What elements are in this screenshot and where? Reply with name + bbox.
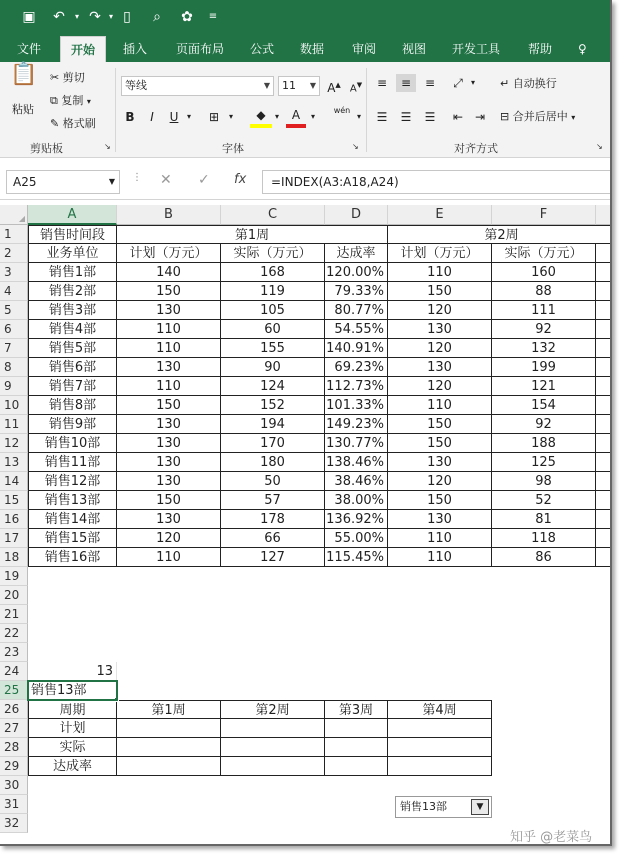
cell-c12[interactable]: 170 <box>221 434 325 453</box>
row-header-9[interactable]: 9 <box>0 377 28 396</box>
cell-e8[interactable]: 130 <box>388 358 492 377</box>
cancel-icon[interactable]: ✕ <box>160 172 172 188</box>
cell-f10[interactable]: 154 <box>492 396 596 415</box>
cell-c28[interactable] <box>221 738 325 757</box>
row-header-15[interactable]: 15 <box>0 491 28 510</box>
cell-f14[interactable]: 98 <box>492 472 596 491</box>
cell-c5[interactable]: 105 <box>221 301 325 320</box>
tab-developer[interactable]: 开发工具 <box>452 42 501 56</box>
row-header-27[interactable]: 27 <box>0 719 28 738</box>
row-header-2[interactable]: 2 <box>0 244 28 263</box>
cell-e15[interactable]: 150 <box>388 491 492 510</box>
cell-c17[interactable]: 66 <box>221 529 325 548</box>
column-header-f[interactable]: F <box>492 205 596 225</box>
cell-d6[interactable]: 54.55% <box>325 320 388 339</box>
cell-b12[interactable]: 130 <box>117 434 221 453</box>
cell-c16[interactable]: 178 <box>221 510 325 529</box>
dialog-launcher-icon[interactable]: ↘ <box>596 142 603 151</box>
cell-b14[interactable]: 130 <box>117 472 221 491</box>
decrease-font-icon[interactable]: A▼ <box>349 81 363 95</box>
cell-a2[interactable]: 业务单位 <box>28 244 117 263</box>
align-group-label: 对齐方式 <box>454 142 498 155</box>
cell-c29[interactable] <box>221 757 325 776</box>
cell-f11[interactable]: 92 <box>492 415 596 434</box>
cell-f12[interactable]: 188 <box>492 434 596 453</box>
cell-b7[interactable]: 110 <box>117 339 221 358</box>
row-header-10[interactable]: 10 <box>0 396 28 415</box>
row-header-4[interactable]: 4 <box>0 282 28 301</box>
tab-data[interactable]: 数据 <box>300 42 325 56</box>
row-header-28[interactable]: 28 <box>0 738 28 757</box>
fill-color-icon[interactable]: ◆ <box>250 106 272 128</box>
underline-button[interactable]: U <box>169 110 179 124</box>
cell-g6[interactable] <box>596 320 612 339</box>
cell-e11[interactable]: 150 <box>388 415 492 434</box>
brush-icon: ✎ <box>50 117 60 130</box>
row-header-3[interactable]: 3 <box>0 263 28 282</box>
cell-d9[interactable]: 112.73% <box>325 377 388 396</box>
enter-icon[interactable]: ✓ <box>198 172 210 188</box>
cell-e16[interactable]: 130 <box>388 510 492 529</box>
cell-e17[interactable]: 110 <box>388 529 492 548</box>
merge-icon: ⊟ <box>500 110 510 123</box>
cell-b2[interactable]: 计划（万元） <box>117 244 221 263</box>
cell-c4[interactable]: 119 <box>221 282 325 301</box>
cell-c6[interactable]: 60 <box>221 320 325 339</box>
row-header-12[interactable]: 12 <box>0 434 28 453</box>
cell-b13[interactable]: 130 <box>117 453 221 472</box>
cell-b16[interactable]: 130 <box>117 510 221 529</box>
chevron-down-icon[interactable]: ▾ <box>356 112 361 121</box>
cell-a14[interactable]: 销售12部 <box>28 472 117 491</box>
cell-a18[interactable]: 销售16部 <box>28 548 117 567</box>
increase-font-icon[interactable]: A▲ <box>327 81 341 95</box>
cell-g7[interactable] <box>596 339 612 358</box>
select-all-corner[interactable]: ◢ <box>0 205 28 225</box>
cell-d4[interactable]: 79.33% <box>325 282 388 301</box>
chevron-down-icon: ▼ <box>108 177 115 186</box>
cell-e5[interactable]: 120 <box>388 301 492 320</box>
tab-help[interactable]: 帮助 <box>528 42 553 56</box>
cell-e14[interactable]: 120 <box>388 472 492 491</box>
cell-d2[interactable]: 达成率 <box>325 244 388 263</box>
cell-e27[interactable] <box>388 719 492 738</box>
cell-e12[interactable]: 150 <box>388 434 492 453</box>
cell-e26[interactable]: 第4周 <box>388 700 492 719</box>
cell-b3[interactable]: 140 <box>117 263 221 282</box>
increase-indent-icon[interactable]: ⇥ <box>474 110 486 124</box>
row-header-32[interactable]: 32 <box>0 814 28 833</box>
cell-b26[interactable]: 第1周 <box>117 700 221 719</box>
cell-a13[interactable]: 销售11部 <box>28 453 117 472</box>
cell-c8[interactable]: 90 <box>221 358 325 377</box>
italic-button[interactable]: I <box>150 110 154 124</box>
cell-f3[interactable]: 160 <box>492 263 596 282</box>
row-header-5[interactable]: 5 <box>0 301 28 320</box>
cell-d28[interactable] <box>325 738 388 757</box>
cell-d26[interactable]: 第3周 <box>325 700 388 719</box>
cell-f6[interactable]: 92 <box>492 320 596 339</box>
wrap-text-button[interactable]: ↵ 自动换行 <box>500 77 557 90</box>
cell-b18[interactable]: 110 <box>117 548 221 567</box>
row-header-25[interactable]: 25 <box>0 681 28 700</box>
phonetic-guide-button[interactable]: wén <box>333 106 351 115</box>
cell-g14[interactable] <box>596 472 612 491</box>
column-header-g[interactable] <box>596 205 612 225</box>
cell-a1[interactable]: 销售时间段 <box>28 225 117 244</box>
cut-button[interactable]: ✂ 剪切 <box>50 71 85 84</box>
tab-formulas[interactable]: 公式 <box>250 42 275 56</box>
row-header-18[interactable]: 18 <box>0 548 28 567</box>
cell-a12[interactable]: 销售10部 <box>28 434 117 453</box>
align-top-icon[interactable]: ≡ <box>376 76 388 90</box>
cell-b15[interactable]: 150 <box>117 491 221 510</box>
row-header-16[interactable]: 16 <box>0 510 28 529</box>
cell-d29[interactable] <box>325 757 388 776</box>
column-header-b[interactable]: B <box>117 205 221 225</box>
department-dropdown[interactable]: 销售13部 ▼ <box>395 796 492 818</box>
cell-e29[interactable] <box>388 757 492 776</box>
cell-c10[interactable]: 152 <box>221 396 325 415</box>
chevron-down-icon[interactable]: ▾ <box>470 78 475 87</box>
cell-d8[interactable]: 69.23% <box>325 358 388 377</box>
paste-button[interactable]: 粘贴 <box>12 103 34 116</box>
font-color-button[interactable]: A <box>286 106 306 128</box>
cell-g11[interactable] <box>596 415 612 434</box>
tab-review[interactable]: 审阅 <box>352 42 377 56</box>
cell-a17[interactable]: 销售15部 <box>28 529 117 548</box>
row-header-19[interactable]: 19 <box>0 567 28 586</box>
cell-d11[interactable]: 149.23% <box>325 415 388 434</box>
customize-icon[interactable]: ✿ <box>181 9 193 25</box>
tab-page-layout[interactable]: 页面布局 <box>176 42 225 56</box>
cell-f16[interactable]: 81 <box>492 510 596 529</box>
chevron-down-icon[interactable]: ▾ <box>186 112 191 121</box>
print-preview-icon[interactable]: ⌕ <box>153 9 161 25</box>
row-header-31[interactable]: 31 <box>0 795 28 814</box>
row-header-29[interactable]: 29 <box>0 757 28 776</box>
align-center-icon[interactable]: ☰ <box>400 110 412 124</box>
wrap-text-icon: ↵ <box>500 77 510 90</box>
row-header-14[interactable]: 14 <box>0 472 28 491</box>
row-header-23[interactable]: 23 <box>0 643 28 662</box>
cell-a15[interactable]: 销售13部 <box>28 491 117 510</box>
redo-icon[interactable]: ↷ <box>89 9 101 25</box>
name-box[interactable]: A25 ▼ <box>6 170 120 194</box>
cell-g10[interactable] <box>596 396 612 415</box>
cell-b17[interactable]: 120 <box>117 529 221 548</box>
cell-c26[interactable]: 第2周 <box>221 700 325 719</box>
row-header-24[interactable]: 24 <box>0 662 28 681</box>
cell-e2[interactable]: 计划（万元） <box>388 244 492 263</box>
new-file-icon[interactable]: ▯ <box>123 9 131 25</box>
cell-b28[interactable] <box>117 738 221 757</box>
align-bottom-icon[interactable]: ≡ <box>424 76 436 90</box>
undo-dropdown-icon[interactable]: ▾ <box>74 12 79 21</box>
cell-f8[interactable]: 199 <box>492 358 596 377</box>
font-size-combo[interactable]: 11 ▼ <box>278 76 320 96</box>
ribbon <box>0 62 612 158</box>
insert-function-button[interactable]: fx <box>234 172 247 187</box>
cell-d3[interactable]: 120.00% <box>325 263 388 282</box>
cell-g17[interactable] <box>596 529 612 548</box>
cell-e1-merged[interactable]: 第2周 <box>388 225 612 244</box>
align-left-icon[interactable]: ☰ <box>376 110 388 124</box>
decrease-indent-icon[interactable]: ⇤ <box>452 110 464 124</box>
borders-icon[interactable]: ⊞ <box>208 110 220 124</box>
save-icon[interactable]: ▣ <box>22 9 36 25</box>
chevron-down-icon: ▼ <box>309 81 316 90</box>
ribbon-tabs <box>0 36 612 62</box>
row-header-26[interactable]: 26 <box>0 700 28 719</box>
row-header-22[interactable]: 22 <box>0 624 28 643</box>
more-icon: ⋮ <box>132 172 142 183</box>
row-header-21[interactable]: 21 <box>0 605 28 624</box>
cell-f18[interactable]: 86 <box>492 548 596 567</box>
cell-e3[interactable]: 110 <box>388 263 492 282</box>
dialog-launcher-icon[interactable]: ↘ <box>352 142 359 151</box>
cell-d14[interactable]: 38.46% <box>325 472 388 491</box>
scissors-icon: ✂ <box>50 71 60 84</box>
cell-g13[interactable] <box>596 453 612 472</box>
cell-d16[interactable]: 136.92% <box>325 510 388 529</box>
formula-input[interactable]: =INDEX(A3:A18,A24) <box>262 170 612 194</box>
chevron-down-icon[interactable]: ▼ <box>471 799 489 815</box>
copy-icon: ⧉ <box>50 94 58 107</box>
cell-f13[interactable]: 125 <box>492 453 596 472</box>
tab-file[interactable]: 文件 <box>17 42 42 56</box>
column-header-d[interactable]: D <box>325 205 388 225</box>
cell-c27[interactable] <box>221 719 325 738</box>
paste-icon[interactable]: 📋 <box>10 62 38 87</box>
fill-handle[interactable] <box>114 697 119 702</box>
tab-home[interactable]: 开始 <box>60 36 106 62</box>
group-separator <box>115 68 116 152</box>
tab-view[interactable]: 视图 <box>402 42 427 56</box>
cell-a29[interactable]: 达成率 <box>28 757 117 776</box>
row-header-7[interactable]: 7 <box>0 339 28 358</box>
cell-a4[interactable]: 销售2部 <box>28 282 117 301</box>
undo-icon[interactable]: ↶ <box>53 9 65 25</box>
cell-d10[interactable]: 101.33% <box>325 396 388 415</box>
cell-a11[interactable]: 销售9部 <box>28 415 117 434</box>
cell-a9[interactable]: 销售7部 <box>28 377 117 396</box>
cell-a6[interactable]: 销售4部 <box>28 320 117 339</box>
cell-c13[interactable]: 180 <box>221 453 325 472</box>
cell-c7[interactable]: 155 <box>221 339 325 358</box>
cell-g16[interactable] <box>596 510 612 529</box>
column-header-a[interactable]: A <box>28 205 117 225</box>
row-header-8[interactable]: 8 <box>0 358 28 377</box>
cell-a26[interactable]: 周期 <box>28 700 117 719</box>
cell-g2[interactable] <box>596 244 612 263</box>
cell-b1-merged[interactable]: 第1周 <box>117 225 388 244</box>
cell-c9[interactable]: 124 <box>221 377 325 396</box>
cell-b4[interactable]: 150 <box>117 282 221 301</box>
cell-b9[interactable]: 110 <box>117 377 221 396</box>
cell-b27[interactable] <box>117 719 221 738</box>
cell-b10[interactable]: 150 <box>117 396 221 415</box>
cell-f5[interactable]: 111 <box>492 301 596 320</box>
cell-b6[interactable]: 110 <box>117 320 221 339</box>
lightbulb-icon[interactable]: ♀ <box>578 42 587 56</box>
cell-e18[interactable]: 110 <box>388 548 492 567</box>
align-middle-icon[interactable]: ≡ <box>396 74 416 92</box>
cell-a25[interactable]: 销售13部 <box>28 681 117 700</box>
cell-a5[interactable]: 销售3部 <box>28 301 117 320</box>
font-group-label: 字体 <box>222 142 244 155</box>
cell-e6[interactable]: 130 <box>388 320 492 339</box>
cell-d27[interactable] <box>325 719 388 738</box>
cell-a16[interactable]: 销售14部 <box>28 510 117 529</box>
cell-c15[interactable]: 57 <box>221 491 325 510</box>
cell-a8[interactable]: 销售6部 <box>28 358 117 377</box>
cell-f2[interactable]: 实际（万元） <box>492 244 596 263</box>
cell-b8[interactable]: 130 <box>117 358 221 377</box>
cell-g9[interactable] <box>596 377 612 396</box>
cell-d15[interactable]: 38.00% <box>325 491 388 510</box>
redo-dropdown-icon[interactable]: ▾ <box>108 12 113 21</box>
watermark-text: 知乎 @老菜鸟 <box>510 830 593 845</box>
align-right-icon[interactable]: ☰ <box>424 110 436 124</box>
cell-a27[interactable]: 计划 <box>28 719 117 738</box>
chevron-down-icon: ▼ <box>263 81 270 90</box>
cell-c3[interactable]: 168 <box>221 263 325 282</box>
cell-e13[interactable]: 130 <box>388 453 492 472</box>
cell-e10[interactable]: 110 <box>388 396 492 415</box>
merge-center-button[interactable]: ⊟ 合并后居中 ▾ <box>500 110 576 123</box>
qat-more-icon[interactable]: ≡ <box>208 11 218 22</box>
cell-f7[interactable]: 132 <box>492 339 596 358</box>
copy-button[interactable]: ⧉ 复制 ▾ <box>50 94 91 107</box>
row-header-11[interactable]: 11 <box>0 415 28 434</box>
column-header-c[interactable]: C <box>221 205 325 225</box>
cell-g8[interactable] <box>596 358 612 377</box>
row-header-30[interactable]: 30 <box>0 776 28 795</box>
cell-b11[interactable]: 130 <box>117 415 221 434</box>
column-header-e[interactable]: E <box>388 205 492 225</box>
cell-c14[interactable]: 50 <box>221 472 325 491</box>
cell-g4[interactable] <box>596 282 612 301</box>
cell-g15[interactable] <box>596 491 612 510</box>
dialog-launcher-icon[interactable]: ↘ <box>104 142 111 151</box>
cell-f17[interactable]: 118 <box>492 529 596 548</box>
cell-a28[interactable]: 实际 <box>28 738 117 757</box>
title-bar <box>0 0 612 36</box>
cell-d13[interactable]: 138.46% <box>325 453 388 472</box>
cell-f4[interactable]: 88 <box>492 282 596 301</box>
row-header-20[interactable]: 20 <box>0 586 28 605</box>
cell-g18[interactable] <box>596 548 612 567</box>
cell-c2[interactable]: 实际（万元） <box>221 244 325 263</box>
tab-insert[interactable]: 插入 <box>123 42 148 56</box>
cell-c18[interactable]: 127 <box>221 548 325 567</box>
row-header-1[interactable]: 1 <box>0 225 28 244</box>
chevron-down-icon[interactable]: ▾ <box>274 112 279 121</box>
cell-a10[interactable]: 销售8部 <box>28 396 117 415</box>
group-separator <box>366 68 367 152</box>
cell-g3[interactable] <box>596 263 612 282</box>
chevron-down-icon[interactable]: ▾ <box>310 112 315 121</box>
cell-b5[interactable]: 130 <box>117 301 221 320</box>
cell-d5[interactable]: 80.77% <box>325 301 388 320</box>
row-header-17[interactable]: 17 <box>0 529 28 548</box>
orientation-icon[interactable]: ⤢ <box>453 76 463 90</box>
row-header-13[interactable]: 13 <box>0 453 28 472</box>
cell-e28[interactable] <box>388 738 492 757</box>
cell-a7[interactable]: 销售5部 <box>28 339 117 358</box>
cell-g5[interactable] <box>596 301 612 320</box>
cell-g12[interactable] <box>596 434 612 453</box>
cell-d7[interactable]: 140.91% <box>325 339 388 358</box>
font-name-combo[interactable]: 等线 ▼ <box>121 76 274 96</box>
format-painter-button[interactable]: ✎ 格式刷 <box>50 117 96 130</box>
cell-b29[interactable] <box>117 757 221 776</box>
cell-f15[interactable]: 52 <box>492 491 596 510</box>
cell-d12[interactable]: 130.77% <box>325 434 388 453</box>
cell-c11[interactable]: 194 <box>221 415 325 434</box>
clipboard-group-label: 剪贴板 <box>30 142 63 155</box>
chevron-down-icon[interactable]: ▾ <box>228 112 233 121</box>
cell-f9[interactable]: 121 <box>492 377 596 396</box>
cell-e4[interactable]: 150 <box>388 282 492 301</box>
cell-d17[interactable]: 55.00% <box>325 529 388 548</box>
cell-d18[interactable]: 115.45% <box>325 548 388 567</box>
cell-a3[interactable]: 销售1部 <box>28 263 117 282</box>
formula-bar <box>0 164 612 200</box>
row-header-6[interactable]: 6 <box>0 320 28 339</box>
cell-a24[interactable]: 13 <box>28 662 117 681</box>
bold-button[interactable]: B <box>125 110 135 124</box>
cell-e9[interactable]: 120 <box>388 377 492 396</box>
cell-e7[interactable]: 120 <box>388 339 492 358</box>
